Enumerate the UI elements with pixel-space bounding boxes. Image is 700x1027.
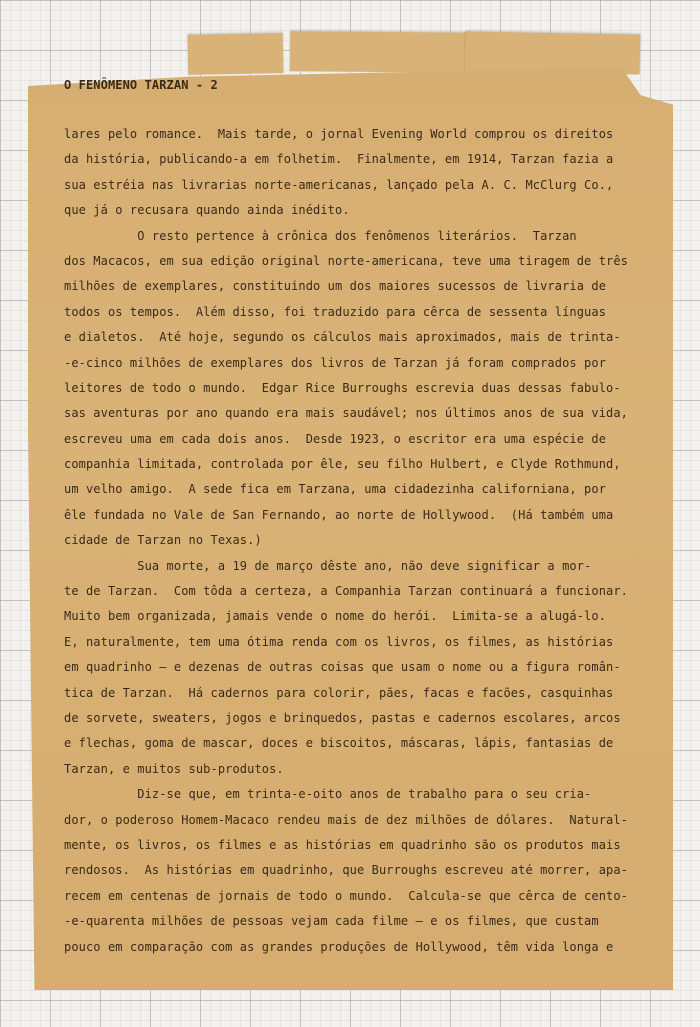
text-line: da história, publicando-a em folhetim. Finalmente, em 1914, Tarzan fazia a [64, 152, 614, 167]
text-line: e dialetos. Até hoje, segundo os cálculos mais aproximados, mais de trinta- [64, 330, 621, 345]
text-line: tica de Tarzan. Há cadernos para colorir, pães, facas e facões, casquinhas [64, 685, 614, 700]
page-header: O FENÔMENO TARZAN - 2 [64, 78, 218, 92]
text-line: e flechas, goma de mascar, doces e biscoitos, máscaras, lápis, fantasias de [64, 736, 614, 751]
paper-tab-left [188, 33, 284, 75]
text-line: em quadrinho — e dezenas de outras coisas que usam o nome ou a figura român- [64, 660, 621, 675]
text-line: um velho amigo. A sede fica em Tarzana, uma cidadezinha californiana, por [64, 482, 607, 497]
text-line: milhões de exemplares, constituindo um dos maiores sucessos de livraria de [64, 279, 607, 294]
paper-tab-middle [290, 31, 470, 73]
text-line: E, naturalmente, tem uma ótima renda com os livros, os filmes, as histórias [64, 634, 614, 649]
text-line: dor, o poderoso Homem-Macaco rendeu mais de dez milhões de dólares. Natural- [64, 812, 628, 827]
text-line: Muito bem organizada, jamais vende o nome do herói. Limita-se a alugá-lo. [64, 609, 607, 624]
text-line: Diz-se que, em trinta-e-oito anos de trabalho para o seu cria- [64, 787, 592, 802]
text-line: -e-quarenta milhões de pessoas vejam cada filme — e os filmes, que custam [64, 914, 599, 929]
text-line: O resto pertence à crônica dos fenômenos literários. Tarzan [64, 228, 577, 243]
text-line: sua estréia nas livrarias norte-americanas, lançado pela A. C. McClurg Co., [64, 177, 614, 192]
text-line: que já o recusara quando ainda inédito. [64, 203, 350, 218]
text-line: recem em centenas de jornais de todo o mundo. Calcula-se que cêrca de cento- [64, 888, 628, 903]
text-line: mente, os livros, os filmes e as histórias em quadrinho são os produtos mais [64, 837, 621, 852]
text-line: Tarzan, e muitos sub-produtos. [64, 761, 284, 776]
text-line: lares pelo romance. Mais tarde, o jornal Evening World comprou os direitos [64, 127, 614, 141]
text-line: todos os tempos. Além disso, foi traduzido para cêrca de sessenta línguas [64, 304, 607, 319]
text-line: leitores de todo o mundo. Edgar Rice Burroughs escrevia duas dessas fabulo- [64, 380, 621, 395]
text-line: te de Tarzan. Com tôda a certeza, a Companhia Tarzan continuará a funcionar. [64, 584, 628, 599]
body-text [64, 122, 654, 960]
text-line: cidade de Tarzan no Texas.) [64, 533, 262, 548]
text-line: -e-cinco milhões de exemplares dos livros de Tarzan já foram comprados por [64, 355, 607, 370]
text-line: Sua morte, a 19 de março dêste ano, não deve significar a mor- [64, 558, 592, 573]
text-line: dos Macacos, em sua edição original norte-americana, teve uma tiragem de três [64, 253, 628, 268]
text-line: escreveu uma em cada dois anos. Desde 1923, o escritor era uma espécie de [64, 431, 607, 446]
text-line: de sorvete, sweaters, jogos e brinquedos, pastas e cadernos escolares, arcos [64, 710, 621, 725]
text-line: êle fundada no Vale de San Fernando, ao norte de Hollywood. (Há também uma [64, 507, 614, 522]
text-line: pouco em comparação com as grandes produções de Hollywood, têm vida longa e [64, 939, 614, 954]
text-line: companhia limitada, controlada por êle, seu filho Hulbert, e Clyde Rothmund, [64, 457, 621, 472]
text-line: rendosos. As histórias em quadrinho, que Burroughs escreveu até morrer, apa- [64, 863, 628, 878]
page-content [64, 78, 654, 960]
text-line: sas aventuras por ano quando era mais saudável; nos últimos anos de sua vida, [64, 406, 628, 421]
